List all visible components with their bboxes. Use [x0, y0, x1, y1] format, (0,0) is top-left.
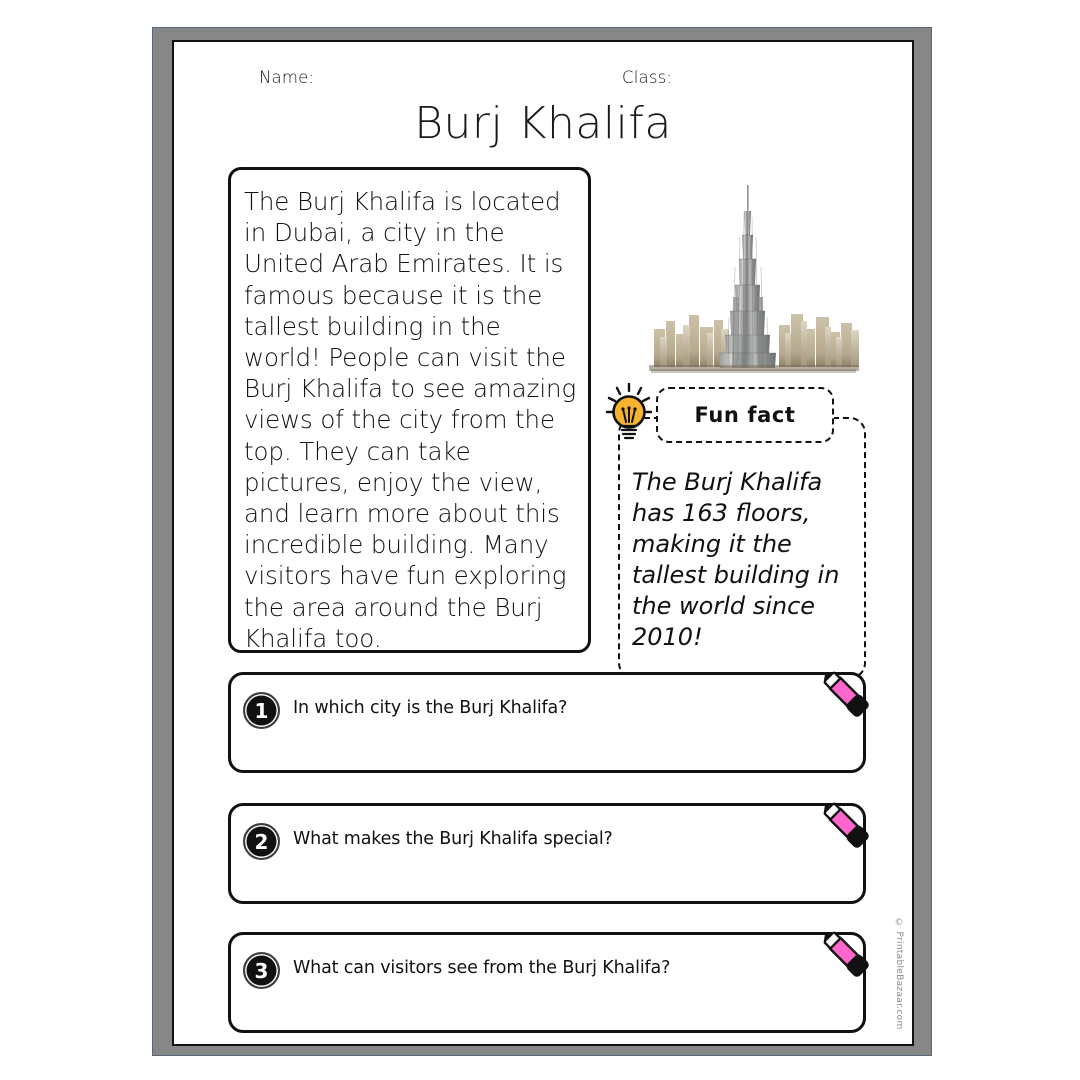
pencil-icon [815, 923, 877, 985]
pencil-icon [815, 663, 877, 725]
question-number-badge-3: 3 [243, 952, 280, 989]
name-field-label: Name: [259, 68, 315, 87]
student-info-row [174, 68, 912, 92]
fun-fact-header [656, 387, 834, 443]
worksheet-frame [152, 27, 932, 1056]
worksheet-page [172, 40, 914, 1046]
question-number-badge-2: 2 [243, 823, 280, 860]
lightbulb-icon [601, 379, 661, 449]
fun-fact-title: Fun fact [694, 403, 796, 427]
pencil-icon [815, 794, 877, 856]
question-text-3: What can visitors see from the Burj Khalifa? [293, 958, 671, 978]
question-box-2[interactable] [228, 803, 866, 904]
skyline-illustration [629, 177, 867, 382]
class-field-label: Class: [622, 68, 673, 87]
question-number-badge-1: 1 [243, 692, 280, 729]
fun-fact-text: The Burj Khalifa has 163 floors, making it the tallest building in the world since 2010! [632, 468, 840, 651]
reading-passage-text: The Burj Khalifa is located in Dubai, a city in the United Arab Emirates. It is famous because it is the tallest building in the world! People can visit the Burj Khalifa to see amazing views of the city from the top. They can take pictures, enjoy the view, and learn more about this incredible building. Many visitors have fun exploring the area around the Burj Khalifa too. [244, 187, 577, 653]
question-text-1: In which city is the Burj Khalifa? [293, 698, 568, 718]
question-box-1[interactable] [228, 672, 866, 773]
copyright-notice: © PrintableBazaar.com [894, 918, 904, 1030]
fun-fact-callout [606, 387, 874, 683]
reading-passage-box [228, 167, 591, 653]
question-box-3[interactable] [228, 932, 866, 1033]
question-text-2: What makes the Burj Khalifa special? [293, 829, 613, 849]
page-title: Burj Khalifa [414, 98, 672, 149]
burj-khalifa-image [629, 177, 867, 382]
